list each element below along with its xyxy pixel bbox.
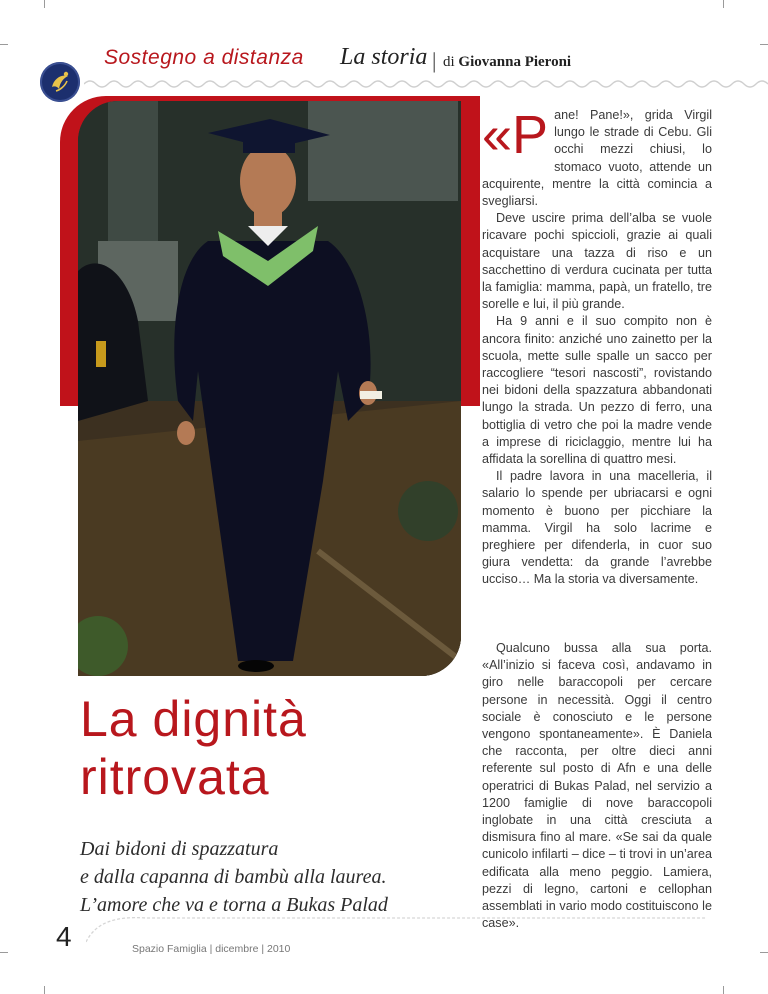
author-name: Giovanna Pieroni [458,54,572,70]
page-number: 4 [56,921,72,952]
article-subtitle-line: Dai bidoni di spazzatura [80,838,279,860]
crop-mark [723,986,724,994]
header-wave-divider [84,76,768,92]
crop-mark [760,44,768,45]
article-title-line: ritrovata [80,749,270,805]
article-body-bottom [482,640,712,932]
crop-mark [0,952,8,953]
dropcap: «P [482,105,549,165]
paragraph-text: ane! Pane!», grida Virgil lungo le strade di Cebu. Gli occhi mezzi chiusi, lo stomaco vuoto, attende un acquirente, mentre la città comincia a svegliarsi. [482,108,712,209]
section-title: Sostegno a distanza [104,46,304,69]
article-title [80,690,307,806]
article-subtitle-line: e dalla capanna di bambù alla laurea. [80,866,387,888]
article-paragraph: Deve uscire prima dell’alba se vuole ricavare pochi spiccioli, grazie ai quali acquistare una tazza di riso e un sacchettino di verdura cucinata per tutta la famiglia: mamma, papà, un fratello, tre sorelle e lui, il più grande. [482,211,712,312]
author-prefix: di [443,54,455,70]
article-subtitle-line: L’amore che va e torna a Bukas Palad [80,894,388,916]
magazine-footer: Spazio Famiglia | dicembre | 2010 [132,943,291,955]
article-paragraph [482,107,712,210]
article-paragraph: Ha 9 anni e il suo compito non è ancora finito: anziché uno zainetto per la scuola, mette sulle spalle un sacco per raccogliere “tesori nascosti”, rovistando nei bidoni della spazzatura abbandonati lungo la strada. Un pezzo di ferro, una bottiglia di vetro che poi la madre vende a imprese di riciclaggio, mentre lui ha affidata la sorellina di quattro mesi. [482,314,712,467]
article-title-line: La dignità [80,691,307,747]
author-byline [443,54,571,71]
graduate-photo [78,101,461,676]
article-paragraph: Qualcuno bussa alla sua porta. «All’inizio si faceva così, andavamo in giro nelle baraccopoli per cercare persone in necessità. Oggi il centro sociale è conosciuto e le persone vengono spontaneamente». È Daniela che racconta, per oltre dieci anni referente sul posto di Afn e una delle operatrici di Bukas Palad, nel servizio a 1200 famiglie di nove baraccopoli inglobate in una città cresciuta a dismisura fino al mare. «Se sai da quale cunicolo infilarti – dice – ti trovi in un’area edificata alla meno peggio. Lamiera, pezzi di legno, cartoni e cellophan assemblati in vario modo costituiscono le case». [482,641,712,931]
article-body-top [482,107,712,589]
crop-mark [44,986,45,994]
article-paragraph: Il padre lavora in una macelleria, il salario lo spende per ubriacarsi e ogni momento è buono per picchiare la mamma. Virgil ha solo lacrime e preghiere per difenderla, in cuor suo giura vendetta: da grande l’avrebbe ucciso… Ma la storia va diversamente. [482,469,712,587]
story-label: La storia [340,44,428,70]
magazine-logo-icon [40,62,80,102]
crop-mark [723,0,724,8]
crop-mark [760,952,768,953]
crop-mark [0,44,8,45]
crop-mark [44,0,45,8]
article-subtitle [80,835,388,919]
header-separator: | [432,48,437,73]
